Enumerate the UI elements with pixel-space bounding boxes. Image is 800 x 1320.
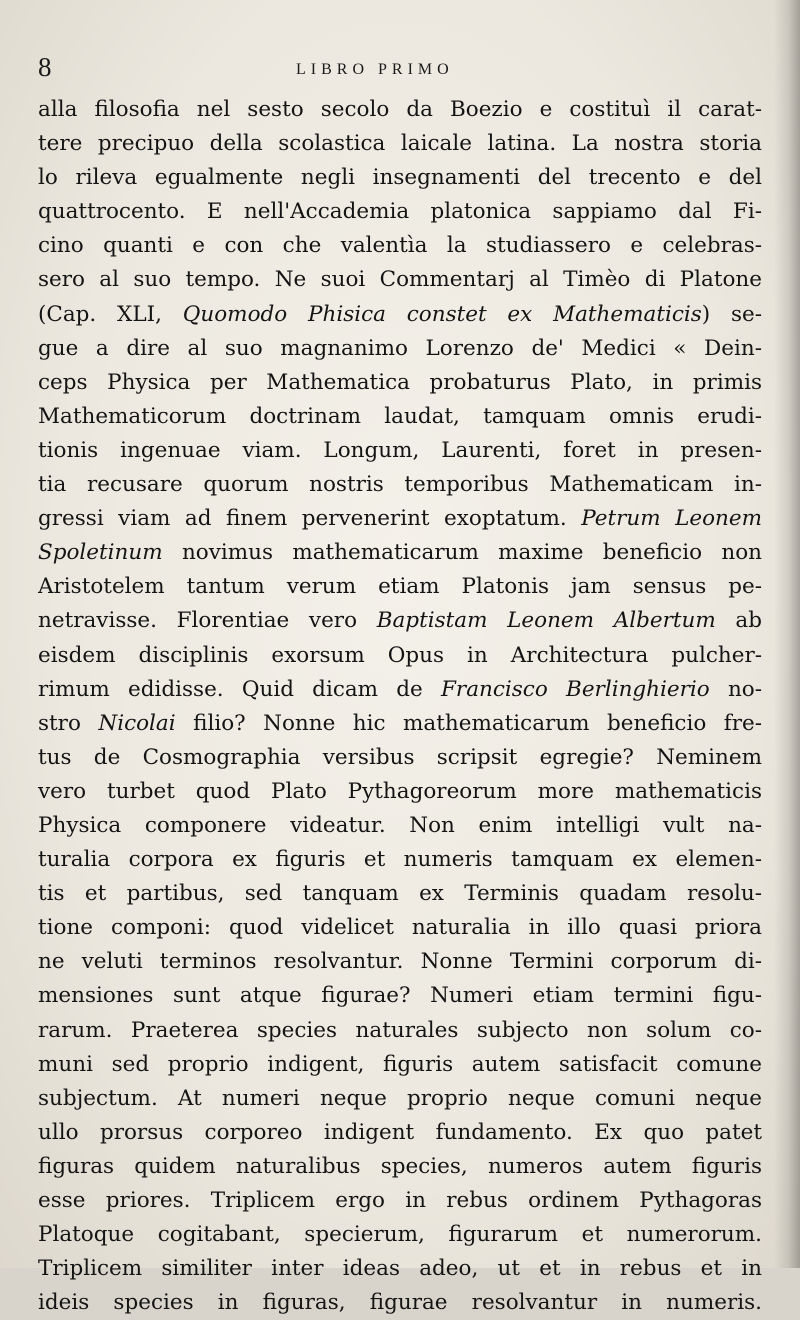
text-segment: ab [715, 608, 762, 634]
text-line [38, 366, 762, 400]
text-segment: tus de Cosmographia versibus scripsit egregie? Neminem [38, 744, 762, 770]
text-line [38, 161, 762, 195]
text-segment: (Cap. XLI, [38, 301, 183, 327]
text-segment: ne veluti terminos resolvantur. Nonne Termini corporum di- [38, 949, 762, 975]
text-line [38, 400, 762, 434]
text-line [38, 1014, 762, 1048]
text-line [38, 1252, 762, 1286]
text-segment: sero al suo tempo. Ne suoi Commentarj al Timèo di Platone [38, 267, 762, 293]
italic-text: Petrum Leonem [581, 506, 762, 532]
text-segment: quattrocento. E nell'Accademia platonica sappiamo dal Fi- [38, 199, 762, 225]
italic-text: Nicolai [98, 710, 176, 736]
text-line [38, 536, 762, 570]
text-line [38, 263, 762, 297]
italic-text: Francisco Berlinghierio [441, 676, 710, 702]
text-line [38, 639, 762, 673]
text-line [38, 127, 762, 161]
text-segment: gressi viam ad finem pervenerint exoptatum. [38, 506, 582, 532]
text-segment: rimum edidisse. Quid dicam de [38, 676, 441, 702]
text-line [38, 775, 762, 809]
text-segment: Platoque cogitabant, specierum, figurarum et numerorum. [38, 1222, 762, 1248]
spine-shadow [774, 0, 800, 1268]
text-segment: filio? Nonne hic mathematicarum beneficio fre- [175, 710, 762, 736]
text-line [38, 1184, 762, 1218]
text-line [38, 911, 762, 945]
text-line [38, 570, 762, 604]
text-segment: esse priores. Triplicem ergo in rebus ordinem Pythagoras [38, 1188, 762, 1213]
text-line [38, 707, 762, 741]
text-segment: muni sed proprio indigent, figuris autem satisfacit comune [38, 1051, 762, 1077]
text-segment: ceps Physica per Mathematica probaturus Plato, in primis [38, 369, 762, 395]
text-segment: stro [38, 710, 99, 736]
text-line [38, 298, 762, 332]
text-segment: figuras quidem naturalibus species, numeros autem figuris [38, 1153, 762, 1179]
text-segment: subjectum. At numeri neque proprio neque comuni neque [38, 1085, 762, 1111]
text-line [38, 1116, 762, 1150]
text-segment: tionis ingenuae viam. Longum, Laurenti, foret in presen- [38, 437, 762, 463]
italic-text: Spoletinum [38, 540, 163, 566]
text-line [38, 195, 762, 229]
running-head: LIBRO PRIMO [296, 61, 454, 78]
text-segment: novimus mathematicarum maxime beneficio non [162, 540, 762, 566]
text-segment: ideis species in figuras, figurae resolvantur in numeris. [38, 1290, 762, 1316]
text-line [38, 809, 762, 843]
text-line [38, 1150, 762, 1184]
text-segment: no- [709, 676, 763, 702]
page-header [38, 52, 760, 92]
text-segment: Mathematicorum doctrinam laudat, tamquam omnis erudi- [38, 403, 762, 429]
text-segment: ) se- [701, 301, 763, 327]
text-segment: lo rileva egualmente negli insegnamenti del trecento e del [38, 165, 762, 191]
text-line [38, 945, 762, 979]
text-line [38, 741, 762, 775]
text-line [38, 979, 762, 1013]
text-segment: ullo prorsus corporeo indigent fundamento. Ex quo patet [38, 1119, 762, 1145]
text-segment: eisdem disciplinis exorsum Opus in Architectura pulcher- [38, 642, 762, 668]
text-line [38, 673, 762, 707]
text-segment: turalia corpora ex figuris et numeris tamquam ex elemen- [38, 847, 762, 873]
text-line [38, 604, 762, 638]
text-line [38, 1048, 762, 1082]
text-segment: tere precipuo della scolastica laicale latina. La nostra storia [38, 131, 762, 157]
italic-text: Baptistam Leonem Albertum [376, 608, 716, 634]
text-line [38, 229, 762, 263]
text-segment: mensiones sunt atque figurae? Numeri etiam termini figu- [38, 983, 762, 1009]
text-segment: Triplicem similiter inter ideas adeo, ut et in rebus et in [38, 1256, 762, 1282]
text-line [38, 502, 762, 536]
text-segment: Aristotelem tantum verum etiam Platonis jam sensus pe- [38, 574, 762, 600]
text-segment: Physica componere videatur. Non enim intelligi vult na- [38, 812, 762, 838]
italic-text: Quomodo Phisica constet ex Mathematicis [182, 301, 702, 327]
text-segment: alla filosofia nel sesto secolo da Boezio e costituì il carat- [38, 97, 762, 122]
text-segment: netravisse. Florentiae vero [38, 608, 377, 634]
text-segment: tia recusare quorum nostris temporibus Mathematicam in- [38, 472, 762, 498]
text-line [38, 468, 762, 502]
text-line [38, 332, 762, 366]
text-segment: gue a dire al suo magnanimo Lorenzo de' Medici « Dein- [38, 335, 762, 361]
text-line [38, 434, 762, 468]
text-line [38, 877, 762, 911]
text-line [38, 1218, 762, 1252]
body-text [38, 93, 762, 1320]
text-segment: vero turbet quod Plato Pythagoreorum more mathematicis [38, 778, 762, 804]
text-line [38, 93, 762, 127]
text-segment: tis et partibus, sed tanquam ex Terminis quadam resolu- [38, 881, 762, 907]
text-segment: tione componi: quod videlicet naturalia in illo quasi priora [38, 915, 762, 941]
text-segment: rarum. Praeterea species naturales subjecto non solum co- [38, 1017, 762, 1043]
text-line [38, 1286, 762, 1320]
text-line [38, 843, 762, 877]
text-line [38, 1082, 762, 1116]
page-number: 8 [38, 52, 52, 82]
text-segment: cino quanti e con che valentìa la studiassero e celebras- [38, 233, 762, 259]
